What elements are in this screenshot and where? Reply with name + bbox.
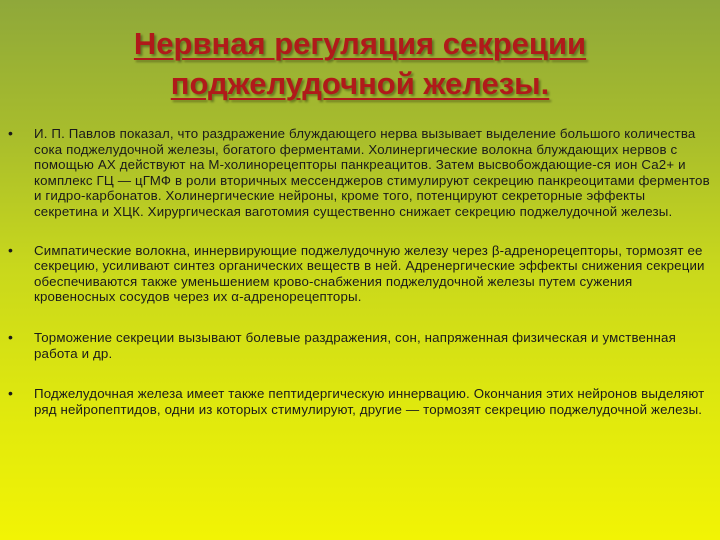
bullet-item-pavlov [0, 126, 720, 220]
bullet-item-peptidergic [0, 386, 720, 417]
bullet-marker: • [8, 241, 14, 258]
bullet-marker: • [8, 125, 14, 141]
bullet-list [0, 126, 720, 417]
bullet-text: Поджелудочная железа имеет также пептидергическую иннервацию. Окончания этих нейронов выделяют ряд нейропептидов, одни из которых стимулируют, другие — тормозят секрецию поджелудочной железы. [34, 386, 705, 417]
bullet-text: Симпатические волокна, иннервирующие поджелудочную железу через β-адренорецепторы, тормозят ее секрецию, усиливают синтез органических веществ в ней. Адренергические эффекты снижения секреции обеспечиваются также уменьшением крово-снабжения поджелудочной железы путем сужения кровеносных сосудов через их α-адренорецепторы. [34, 242, 705, 305]
bullet-marker: • [8, 385, 14, 402]
bullet-item-sympathetic [0, 243, 720, 305]
bullet-text: Торможение секреции вызывают болевые раздражения, сон, напряженная физическая и умственная работа и др. [34, 329, 676, 361]
bullet-marker: • [8, 328, 14, 345]
title-line-1: Нервная регуляция секреции [133, 26, 587, 61]
slide-title [60, 24, 660, 104]
title-line-2: поджелудочной железы. [170, 66, 550, 101]
bullet-item-inhibition [0, 330, 720, 361]
bullet-text: И. П. Павлов показал, что раздражение блуждающего нерва вызывает выделение большого количества сока поджелудочной железы, богатого ферментами. Холинергические волокна блуждающих нервов с помощью АХ действуют на М-холинорецепторы панкреацитов. Затем высвобождающие-ся ион Са2+ и комплекс ГЦ — цГМФ в роли вторичных мессенджеров стимулируют секрецию панкреоцитами ферментов и гидро-карбонатов. Холинергические нейроны, кроме того, потенцируют секреторные эффекты секретина и ХЦК. Хирургическая ваготомия существенно снижает секрецию поджелудочной железы. [34, 126, 710, 219]
